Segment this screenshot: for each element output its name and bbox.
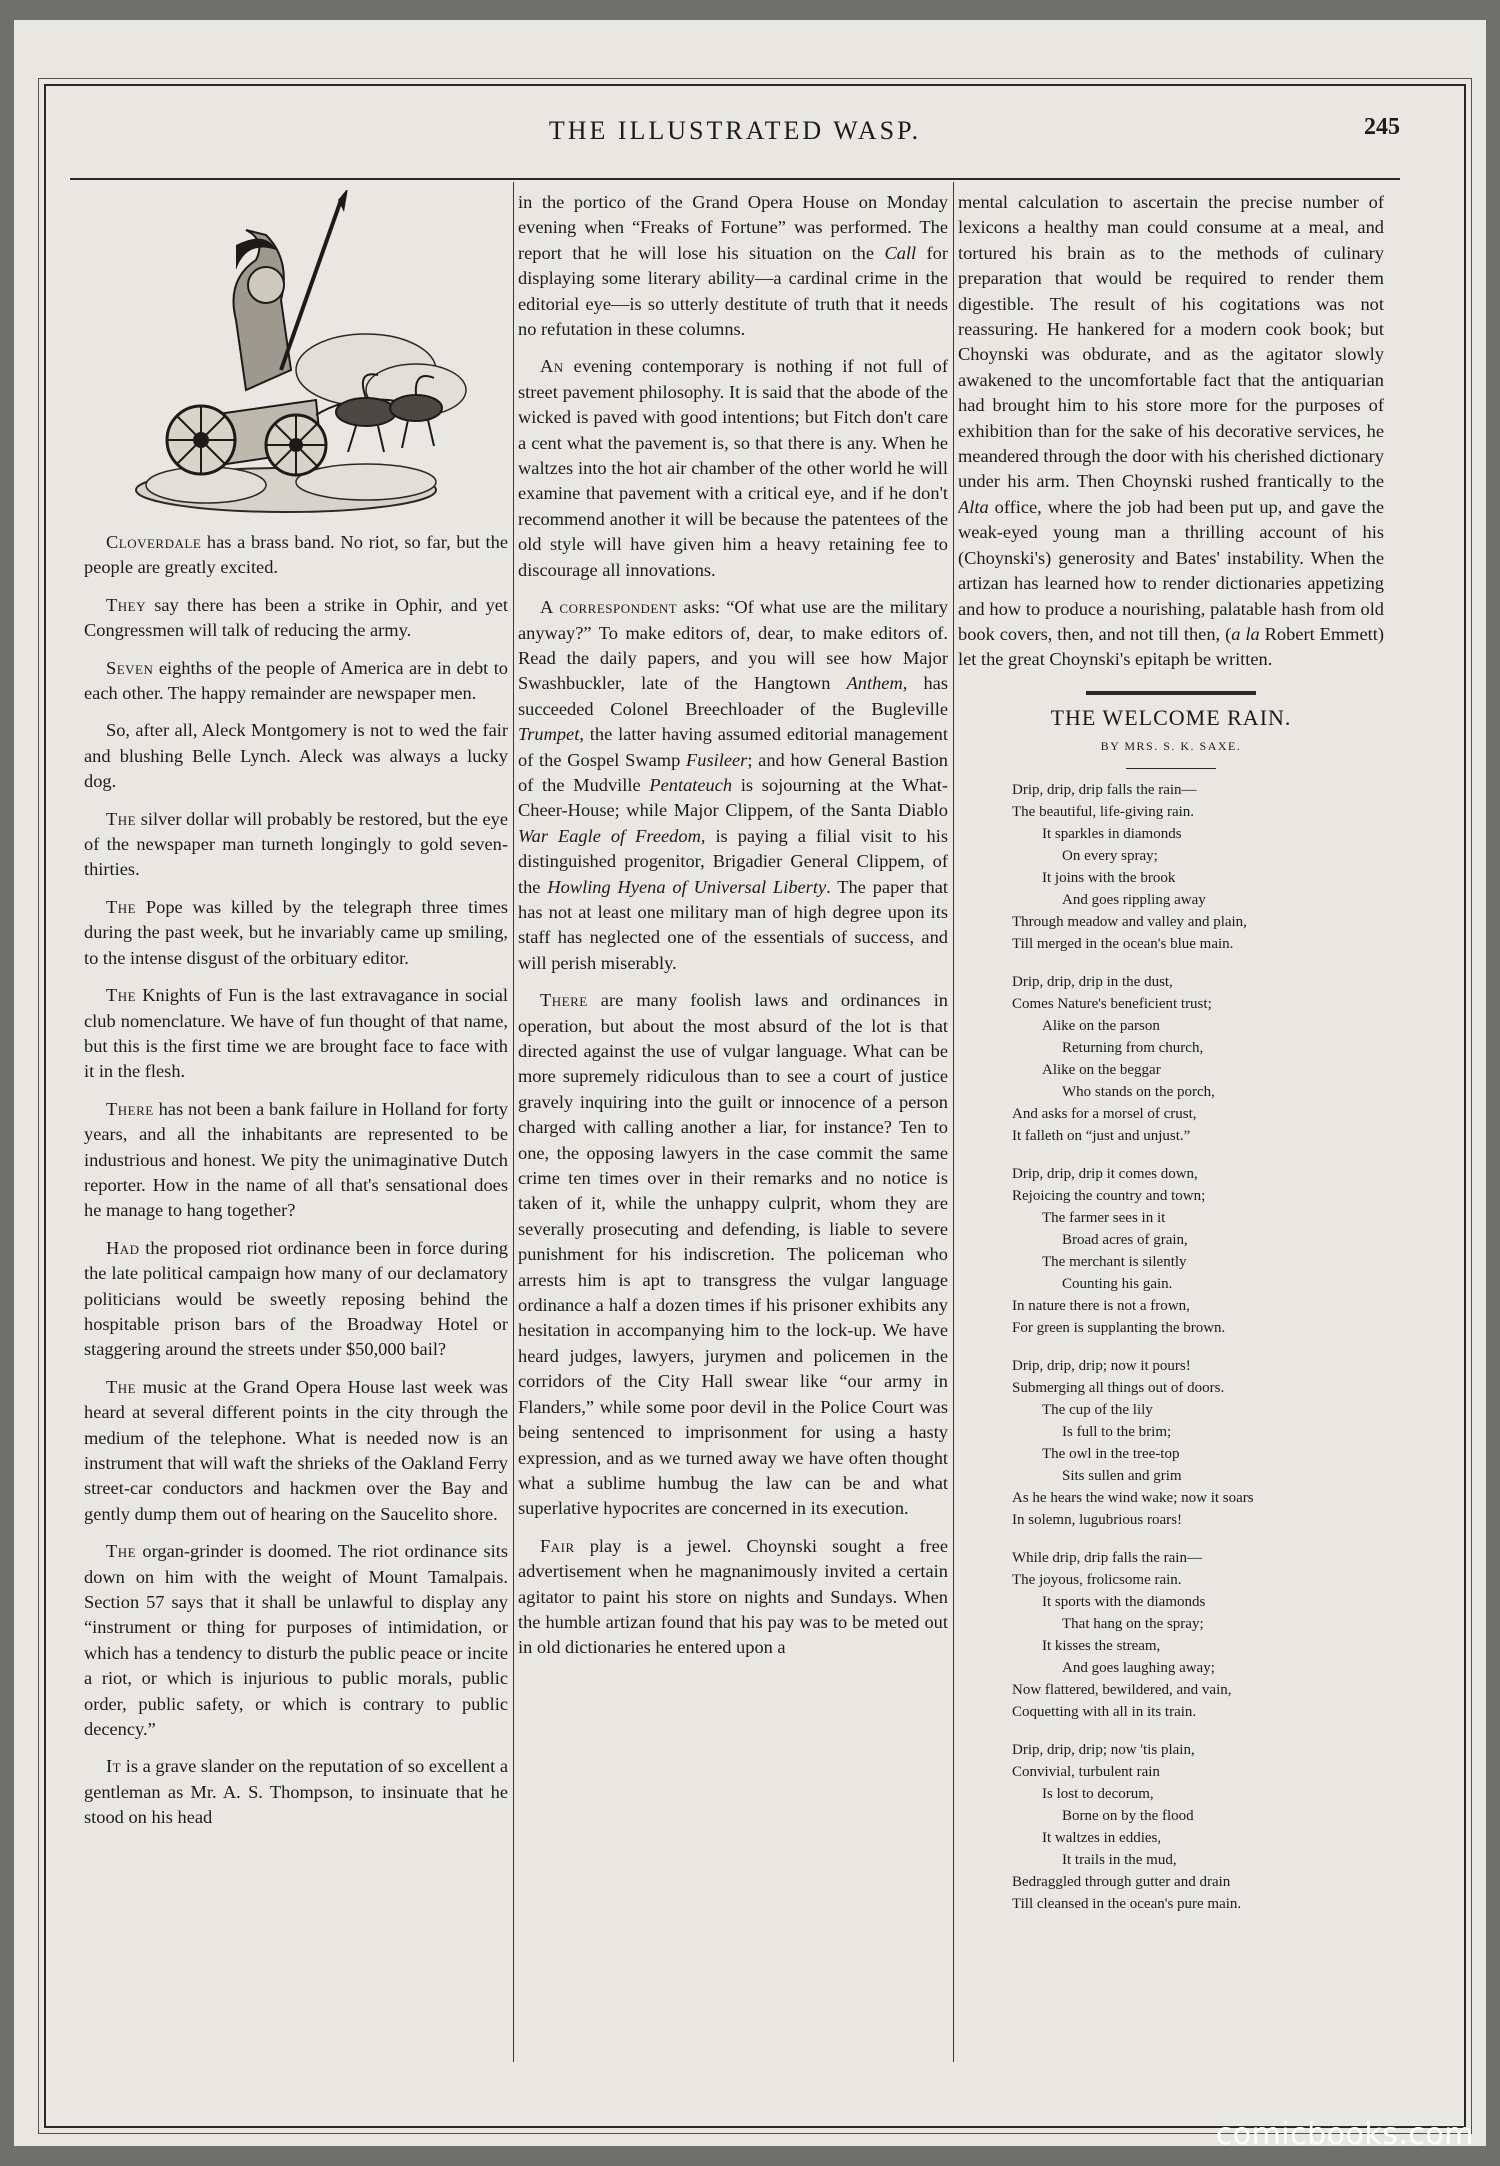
poem-line: Till cleansed in the ocean's pure main. [1012,1895,1242,1912]
poem-line: On every spray; [1062,847,1158,864]
col1-paragraph-7: The Knights of Fun is the last extravagance in social club nomenclature. We have of fun thought of that name, but this is the first time we are brought face to face with it in the flesh. [84,985,508,1082]
column-1 [84,190,508,2060]
col1-paragraph-8: There has not been a bank failure in Holland for forty years, and all the inhabitants are represented to be industrious and honest. We pity the unimaginative Dutch reporter. How in the name of all that's sensational does he manage to hang together? [84,1098,508,1221]
poem-line: Counting his gain. [1062,1275,1173,1292]
poem-line: Convivial, turbulent rain [1012,1763,1160,1780]
poem-body [958,779,1384,1915]
poem-title: THE WELCOME RAIN. [1050,704,1292,730]
column-divider [513,182,514,2062]
col1-paragraph-10: The music at the Grand Opera House last week was heard at several different points in the city through the medium of the telephone. What is needed now is an instrument that will waft the shrieks of the Oakland Ferry street-car conductors and hackmen over the Bay and gently dump them out of hearing on the Saucelito shore. [84,1376,508,1524]
col1-paragraph-4: So, after all, Aleck Montgomery is not to wed the fair and blushing Belle Lynch. Aleck was always a lucky dog. [84,720,508,792]
masthead-rule [70,178,1400,180]
poem-line: For green is supplanting the brown. [1012,1319,1226,1336]
poem-stanza [958,1739,1384,1915]
poem-line: Drip, drip, drip; now it pours! [1012,1357,1191,1374]
col1-paragraph-12: It is a grave slander on the reputation of so excellent a gentleman as Mr. A. S. Thompson, to insinuate that he stood on his head [84,1756,508,1828]
col2-paragraph-4: There are many foolish laws and ordinances in operation, but about the most absurd of the lot is that directed against the use of vulgar language. What can be more supremely ridiculous than to see a court of justice gravely inquiring into the guilt or innocence of a person charged with calling another a liar, for instance? Ten to one, the opposing lawyers in the case commit the same crime ten times over in their remarks and no notice is taken of it, while the unhappy culprit, whom they are severally prosecuting and defending, is liable to severe punishment for his indiscretion. The policeman who arrests him is apt to transgress the vulgar language ordinance a half a dozen times if his prisoner exhibits any hesitation in accompanying him to the lock-up. We have heard judges, lawyers, jurymen and policemen in the corridors of the City Hall swear like “our army in Flanders,” while some poor devil in the Police Court was being sentenced to imprisonment for using a hasty expression, and as we turned away we have often thought what a sublime humbug the law can be and what superlative hypocrites are concerned in its execution. [518,990,948,1519]
poem-line: Rejoicing the country and town; [1012,1187,1206,1204]
poem-line: Coquetting with all in its train. [1012,1703,1197,1720]
poem-line: It falleth on “just and unjust.” [1012,1127,1191,1144]
poem-line: The beautiful, life-giving rain. [1012,803,1195,820]
poem-line: The owl in the tree-top [1042,1445,1180,1462]
poem-stanza [958,971,1384,1147]
poem-line: Through meadow and valley and plain, [1012,913,1247,930]
poem-line: Is full to the brim; [1062,1423,1172,1440]
poem-line: Comes Nature's beneficient trust; [1012,995,1212,1012]
poem-line: Alike on the parson [1042,1017,1160,1034]
poem-line: Who stands on the porch, [1062,1083,1215,1100]
poem-stanza [958,779,1384,955]
column-3 [958,190,1384,2060]
poem-line: Till merged in the ocean's blue main. [1012,935,1234,952]
poem-line: Drip, drip, drip falls the rain— [1012,781,1197,798]
col3-paragraph-1: mental calculation to ascertain the precise number of lexicons a healthy man could consume at a meal, and tortured his brain as to the methods of culinary preparation that would be required to render them digestible. The result of his cogitations was not reassuring. He hankered for a modern cook book; but Choynski was obdurate, and as the agitator slowly awakened to the uncomfortable fact that the antiquarian had brought him to his store more for the purposes of exhibition than for the sake of his decorative services, he meandered through the door with his cherished dictionary under his arm. Then Choynski rushed frantically to the Alta office, where the job had been put up, and gave the weak-eyed young man a thrilling account of his (Choynski's) generosity and Bates' instability. When the artizan has learned how to render dictionaries appetizing and how to produce a nourishing, palatable hash from old book covers, then, and not till then, (a la Robert Emmett) let the great Choynski's epitaph be written. [958,192,1384,670]
site-watermark: comicbooks.com [1215,2117,1474,2152]
poem-line: It joins with the brook [1042,869,1176,886]
poem-stanza [958,1163,1384,1339]
poem-line: And goes rippling away [1062,891,1206,908]
poem-line: Drip, drip, drip it comes down, [1012,1165,1198,1182]
poem-line: The cup of the lily [1042,1401,1153,1418]
poem-line: As he hears the wind wake; now it soars [1012,1489,1254,1506]
poem-heading-rule [1086,691,1256,695]
masthead [70,100,1400,160]
poem-line: It kisses the stream, [1042,1637,1161,1654]
poem-line: Sits sullen and grim [1062,1467,1182,1484]
col1-paragraph-3: Seven eighths of the people of America are in debt to each other. The happy remainder are newspaper men. [84,657,508,704]
col2-paragraph-3: A correspondent asks: “Of what use are the military anyway?” To make editors of, dear, to make editors of. Read the daily papers, and you will see how Major Swashbuckler, late of the Hangtown Anthem, has succeeded Colonel Breechloader of the Bugleville Trumpet, the latter having assumed editorial management of the Gospel Swamp Fusileer; and how General Bastion of the Mudville Pentateuch is sojourning at the What-Cheer-House; while Major Clippem, of the Santa Diablo War Eagle of Freedom, is paying a filial visit to his distinguished progenitor, Brigadier General Clippem, of the Howling Hyena of Universal Liberty. The paper that has not at least one military man of high degree upon its staff has neglected one of the essentials of success, and will perish miserably. [518,597,948,973]
poem-line: Bedraggled through gutter and drain [1012,1873,1231,1890]
column-divider [953,182,954,2062]
poem-line: Returning from church, [1062,1039,1204,1056]
poem-line: It sports with the diamonds [1042,1593,1206,1610]
poem-line: Submerging all things out of doors. [1012,1379,1225,1396]
poem-byline-rule [1126,768,1216,769]
poem-line: That hang on the spray; [1062,1615,1204,1632]
column-2 [518,190,948,2060]
poem-line: Broad acres of grain, [1062,1231,1188,1248]
poem-line: In solemn, lugubrious roars! [1012,1511,1182,1528]
poem-line: Borne on by the flood [1062,1807,1194,1824]
poem-line: Drip, drip, drip; now 'tis plain, [1012,1741,1195,1758]
poem-line: The farmer sees in it [1042,1209,1166,1226]
col1-paragraph-9: Had the proposed riot ordinance been in force during the late political campaign how many of our declamatory politicians would be sweetly reposing behind the hospitable prison bars of the Broadway Hotel or staggering around the streets under $50,000 bail? [84,1237,508,1360]
poem-stanza [958,1355,1384,1531]
poem-line: The merchant is silently [1042,1253,1187,1270]
col2-paragraph-2: An evening contemporary is nothing if not full of street pavement philosophy. It is said that the abode of the wicked is paved with good intentions; but Fitch don't care a cent what the pavement is, so that there is any. When he waltzes into the hot air chamber of the other world he will examine that pavement with a critical eye, and if he don't recommend another it will be because the patentees of the old style will have given him a heavy retaining fee to discourage all innovations. [518,356,948,580]
col1-paragraph-5: The silver dollar will probably be restored, but the eye of the newspaper man turneth longingly to gold seven-thirties. [84,808,508,880]
col1-paragraph-6: The Pope was killed by the telegraph three times during the past week, but he invariably came up smiling, to the intense disgust of the orbituary editor. [84,896,508,968]
col1-paragraph-11: The organ-grinder is doomed. The riot ordinance sits down on him with the weight of Mount Tamalpais. Section 57 says that it shall be unlawful to display any “instrument or thing for purposes of intimidation, or which has a tendency to disturb the public peace or incite a riot, or which is injurious to public morals, public order, public safety, or which is contrary to public decency.” [84,1541,508,1740]
poem-line: Drip, drip, drip in the dust, [1012,973,1173,990]
wasp-chariot-illustration [116,190,476,520]
poem-line: It waltzes in eddies, [1042,1829,1162,1846]
poem-line: It trails in the mud, [1062,1851,1177,1868]
poem-line: The joyous, frolicsome rain. [1012,1571,1182,1588]
page-number: 245 [1364,114,1400,140]
col1-paragraph-1: Cloverdale has a brass band. No riot, so far, but the people are greatly excited. [84,532,508,578]
poem-line: In nature there is not a frown, [1012,1297,1190,1314]
poem-line: It sparkles in diamonds [1042,825,1182,842]
poem-line: Is lost to decorum, [1042,1785,1154,1802]
col2-paragraph-1: in the portico of the Grand Opera House on Monday evening when “Freaks of Fortune” was performed. The report that he will lose his situation on the Call for displaying some literary ability—a cardinal crime in the editorial eye—is so utterly destitute of truth that it needs no refutation in these columns. [518,192,948,340]
col2-paragraph-5: Fair play is a jewel. Choynski sought a free advertisement when he magnanimously invited a certain agitator to paint his store on nights and Sundays. When the humble artizan found that his pay was to be meted out in old dictionaries he entered upon a [518,1535,948,1658]
poem-line: Alike on the beggar [1042,1061,1161,1078]
poem-line: Now flattered, bewildered, and vain, [1012,1681,1232,1698]
col1-paragraph-2: They say there has been a strike in Ophir, and yet Congressmen will talk of reducing the army. [84,594,508,641]
poem-line: And goes laughing away; [1062,1659,1215,1676]
poem-line: And asks for a morsel of crust, [1012,1105,1197,1122]
poem-byline: BY MRS. S. K. SAXE. [1100,739,1242,754]
poem-stanza [958,1547,1384,1723]
poem-line: While drip, drip falls the rain— [1012,1549,1202,1566]
publication-title: THE ILLUSTRATED WASP. [548,116,922,145]
